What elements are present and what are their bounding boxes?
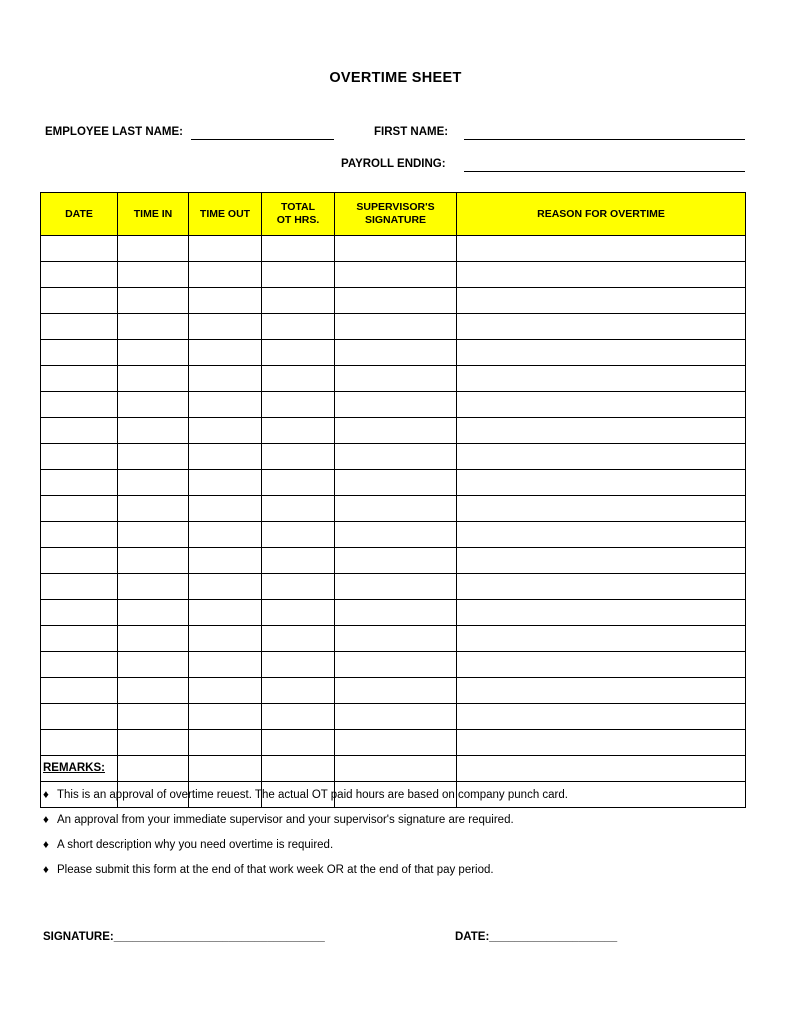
cell-supervisor_signature[interactable] xyxy=(335,470,457,496)
cell-total_ot_hrs[interactable] xyxy=(262,704,335,730)
cell-supervisor_signature[interactable] xyxy=(335,704,457,730)
cell-total_ot_hrs[interactable] xyxy=(262,626,335,652)
cell-supervisor_signature[interactable] xyxy=(335,756,457,782)
cell-supervisor_signature[interactable] xyxy=(335,314,457,340)
cell-time_in[interactable] xyxy=(118,444,189,470)
bullet-icon: ♦ xyxy=(43,864,49,876)
cell-date[interactable] xyxy=(41,262,118,288)
cell-time_in[interactable] xyxy=(118,288,189,314)
cell-time_in[interactable] xyxy=(118,236,189,262)
cell-time_in[interactable] xyxy=(118,704,189,730)
table-row xyxy=(41,652,746,678)
cell-supervisor_signature[interactable] xyxy=(335,444,457,470)
table-row xyxy=(41,704,746,730)
cell-date[interactable] xyxy=(41,392,118,418)
cell-date[interactable] xyxy=(41,496,118,522)
cell-time_out[interactable] xyxy=(189,496,262,522)
remark-text: A short description why you need overtime is required. xyxy=(57,839,334,851)
column-header-total-ot-hrs xyxy=(262,193,335,236)
table-row xyxy=(41,444,746,470)
cell-reason[interactable] xyxy=(457,600,746,626)
cell-total_ot_hrs[interactable] xyxy=(262,444,335,470)
cell-supervisor_signature[interactable] xyxy=(335,236,457,262)
cell-reason[interactable] xyxy=(457,366,746,392)
cell-total_ot_hrs[interactable] xyxy=(262,314,335,340)
cell-date[interactable] xyxy=(41,366,118,392)
table-row xyxy=(41,730,746,756)
cell-total_ot_hrs[interactable] xyxy=(262,340,335,366)
cell-reason[interactable] xyxy=(457,288,746,314)
cell-time_in[interactable] xyxy=(118,392,189,418)
cell-supervisor_signature[interactable] xyxy=(335,366,457,392)
table-body xyxy=(41,236,746,808)
cell-total_ot_hrs[interactable] xyxy=(262,392,335,418)
cell-date[interactable] xyxy=(41,314,118,340)
remark-text: Please submit this form at the end of that work week OR at the end of that pay period. xyxy=(57,864,494,876)
bullet-icon: ♦ xyxy=(43,814,49,826)
cell-supervisor_signature[interactable] xyxy=(335,548,457,574)
table-row xyxy=(41,366,746,392)
cell-time_out[interactable] xyxy=(189,756,262,782)
cell-total_ot_hrs[interactable] xyxy=(262,756,335,782)
cell-supervisor_signature[interactable] xyxy=(335,288,457,314)
cell-time_in[interactable] xyxy=(118,470,189,496)
table-row xyxy=(41,340,746,366)
cell-total_ot_hrs[interactable] xyxy=(262,548,335,574)
cell-time_in[interactable] xyxy=(118,314,189,340)
cell-date[interactable] xyxy=(41,340,118,366)
footer-signature-field[interactable]: SIGNATURE:_________________________________ xyxy=(43,931,325,943)
bullet-icon: ♦ xyxy=(43,839,49,851)
cell-reason[interactable] xyxy=(457,704,746,730)
cell-time_out[interactable] xyxy=(189,600,262,626)
cell-supervisor_signature[interactable] xyxy=(335,600,457,626)
table-header-row xyxy=(41,193,746,236)
cell-time_out[interactable] xyxy=(189,548,262,574)
cell-time_out[interactable] xyxy=(189,444,262,470)
remark-text: This is an approval of overtime reuest. The actual OT paid hours are based on company punch card. xyxy=(57,789,568,801)
cell-date[interactable] xyxy=(41,236,118,262)
cell-reason[interactable] xyxy=(457,314,746,340)
cell-date[interactable] xyxy=(41,418,118,444)
first-name-label: FIRST NAME: xyxy=(374,126,449,138)
table-row xyxy=(41,522,746,548)
cell-time_in[interactable] xyxy=(118,366,189,392)
cell-time_in[interactable] xyxy=(118,600,189,626)
cell-reason[interactable] xyxy=(457,496,746,522)
cell-reason[interactable] xyxy=(457,756,746,782)
table-row xyxy=(41,574,746,600)
column-header-total-ot-hrs-line2: OT HRS. xyxy=(276,214,320,226)
cell-time_out[interactable] xyxy=(189,678,262,704)
cell-time_out[interactable] xyxy=(189,704,262,730)
cell-date[interactable] xyxy=(41,470,118,496)
payroll-ending-field[interactable] xyxy=(464,171,745,172)
cell-supervisor_signature[interactable] xyxy=(335,262,457,288)
cell-time_out[interactable] xyxy=(189,574,262,600)
cell-date[interactable] xyxy=(41,600,118,626)
first-name-field[interactable] xyxy=(464,139,745,140)
remark-item xyxy=(43,864,494,876)
column-header-reason: REASON FOR OVERTIME xyxy=(457,193,746,236)
cell-date[interactable] xyxy=(41,626,118,652)
cell-total_ot_hrs[interactable] xyxy=(262,730,335,756)
cell-time_in[interactable] xyxy=(118,522,189,548)
cell-supervisor_signature[interactable] xyxy=(335,418,457,444)
payroll-ending-label: PAYROLL ENDING: xyxy=(341,158,446,170)
employee-last-name-field[interactable] xyxy=(191,139,334,140)
cell-time_in[interactable] xyxy=(118,418,189,444)
table-row xyxy=(41,288,746,314)
cell-supervisor_signature[interactable] xyxy=(335,392,457,418)
cell-supervisor_signature[interactable] xyxy=(335,574,457,600)
remark-text: An approval from your immediate supervisor and your supervisor's signature are required. xyxy=(57,814,514,826)
table-header xyxy=(41,193,746,236)
column-header-time-out: TIME OUT xyxy=(189,193,262,236)
employee-last-name-label: EMPLOYEE LAST NAME: xyxy=(45,126,184,138)
cell-reason[interactable] xyxy=(457,392,746,418)
cell-time_in[interactable] xyxy=(118,678,189,704)
overtime-table xyxy=(40,192,746,808)
cell-date[interactable] xyxy=(41,522,118,548)
cell-reason[interactable] xyxy=(457,262,746,288)
cell-time_out[interactable] xyxy=(189,262,262,288)
table-row xyxy=(41,548,746,574)
table-row xyxy=(41,262,746,288)
table-row xyxy=(41,470,746,496)
cell-time_out[interactable] xyxy=(189,288,262,314)
cell-time_in[interactable] xyxy=(118,496,189,522)
cell-total_ot_hrs[interactable] xyxy=(262,522,335,548)
column-header-supervisor-signature-line1: SUPERVISOR'S xyxy=(356,201,435,213)
cell-supervisor_signature[interactable] xyxy=(335,496,457,522)
table-row xyxy=(41,392,746,418)
cell-total_ot_hrs[interactable] xyxy=(262,366,335,392)
cell-time_in[interactable] xyxy=(118,262,189,288)
cell-total_ot_hrs[interactable] xyxy=(262,288,335,314)
cell-total_ot_hrs[interactable] xyxy=(262,496,335,522)
cell-date[interactable] xyxy=(41,678,118,704)
cell-total_ot_hrs[interactable] xyxy=(262,262,335,288)
cell-time_out[interactable] xyxy=(189,522,262,548)
bullet-icon: ♦ xyxy=(43,789,49,801)
cell-time_out[interactable] xyxy=(189,236,262,262)
cell-supervisor_signature[interactable] xyxy=(335,678,457,704)
cell-total_ot_hrs[interactable] xyxy=(262,652,335,678)
table-row xyxy=(41,314,746,340)
remark-item xyxy=(43,814,514,826)
cell-supervisor_signature[interactable] xyxy=(335,626,457,652)
table-row xyxy=(41,418,746,444)
cell-date[interactable] xyxy=(41,652,118,678)
cell-date[interactable] xyxy=(41,444,118,470)
cell-time_in[interactable] xyxy=(118,652,189,678)
cell-reason[interactable] xyxy=(457,652,746,678)
cell-reason[interactable] xyxy=(457,626,746,652)
cell-time_out[interactable] xyxy=(189,392,262,418)
footer-date-field[interactable]: DATE:____________________ xyxy=(455,931,618,943)
cell-reason[interactable] xyxy=(457,678,746,704)
cell-reason[interactable] xyxy=(457,340,746,366)
cell-reason[interactable] xyxy=(457,730,746,756)
cell-time_in[interactable] xyxy=(118,574,189,600)
cell-date[interactable] xyxy=(41,704,118,730)
cell-time_in[interactable] xyxy=(118,340,189,366)
remarks-title: REMARKS: xyxy=(43,762,105,774)
cell-reason[interactable] xyxy=(457,548,746,574)
cell-total_ot_hrs[interactable] xyxy=(262,470,335,496)
column-header-date: DATE xyxy=(41,193,118,236)
remark-item xyxy=(43,789,568,801)
cell-reason[interactable] xyxy=(457,470,746,496)
cell-supervisor_signature[interactable] xyxy=(335,652,457,678)
cell-time_in[interactable] xyxy=(118,756,189,782)
column-header-total-ot-hrs-line1: TOTAL xyxy=(280,201,316,213)
cell-date[interactable] xyxy=(41,730,118,756)
cell-reason[interactable] xyxy=(457,236,746,262)
cell-total_ot_hrs[interactable] xyxy=(262,574,335,600)
table-row xyxy=(41,236,746,262)
table-row xyxy=(41,496,746,522)
remark-item xyxy=(43,839,333,851)
cell-time_in[interactable] xyxy=(118,548,189,574)
cell-total_ot_hrs[interactable] xyxy=(262,678,335,704)
table-row xyxy=(41,626,746,652)
cell-time_out[interactable] xyxy=(189,314,262,340)
cell-supervisor_signature[interactable] xyxy=(335,730,457,756)
cell-reason[interactable] xyxy=(457,444,746,470)
cell-reason[interactable] xyxy=(457,574,746,600)
table-row xyxy=(41,678,746,704)
cell-time_in[interactable] xyxy=(118,626,189,652)
page-title: OVERTIME SHEET xyxy=(329,70,462,86)
cell-time_in[interactable] xyxy=(118,730,189,756)
cell-time_out[interactable] xyxy=(189,652,262,678)
table-row xyxy=(41,756,746,782)
table-row xyxy=(41,600,746,626)
cell-date[interactable] xyxy=(41,574,118,600)
cell-reason[interactable] xyxy=(457,522,746,548)
cell-time_out[interactable] xyxy=(189,340,262,366)
cell-total_ot_hrs[interactable] xyxy=(262,236,335,262)
cell-total_ot_hrs[interactable] xyxy=(262,418,335,444)
cell-time_out[interactable] xyxy=(189,730,262,756)
cell-date[interactable] xyxy=(41,288,118,314)
cell-reason[interactable] xyxy=(457,418,746,444)
cell-supervisor_signature[interactable] xyxy=(335,340,457,366)
cell-time_out[interactable] xyxy=(189,626,262,652)
cell-date[interactable] xyxy=(41,548,118,574)
cell-time_out[interactable] xyxy=(189,366,262,392)
cell-time_out[interactable] xyxy=(189,418,262,444)
cell-supervisor_signature[interactable] xyxy=(335,522,457,548)
cell-total_ot_hrs[interactable] xyxy=(262,600,335,626)
column-header-time-in: TIME IN xyxy=(118,193,189,236)
column-header-supervisor-signature xyxy=(335,193,457,236)
cell-time_out[interactable] xyxy=(189,470,262,496)
column-header-supervisor-signature-line2: SIGNATURE xyxy=(364,214,427,226)
